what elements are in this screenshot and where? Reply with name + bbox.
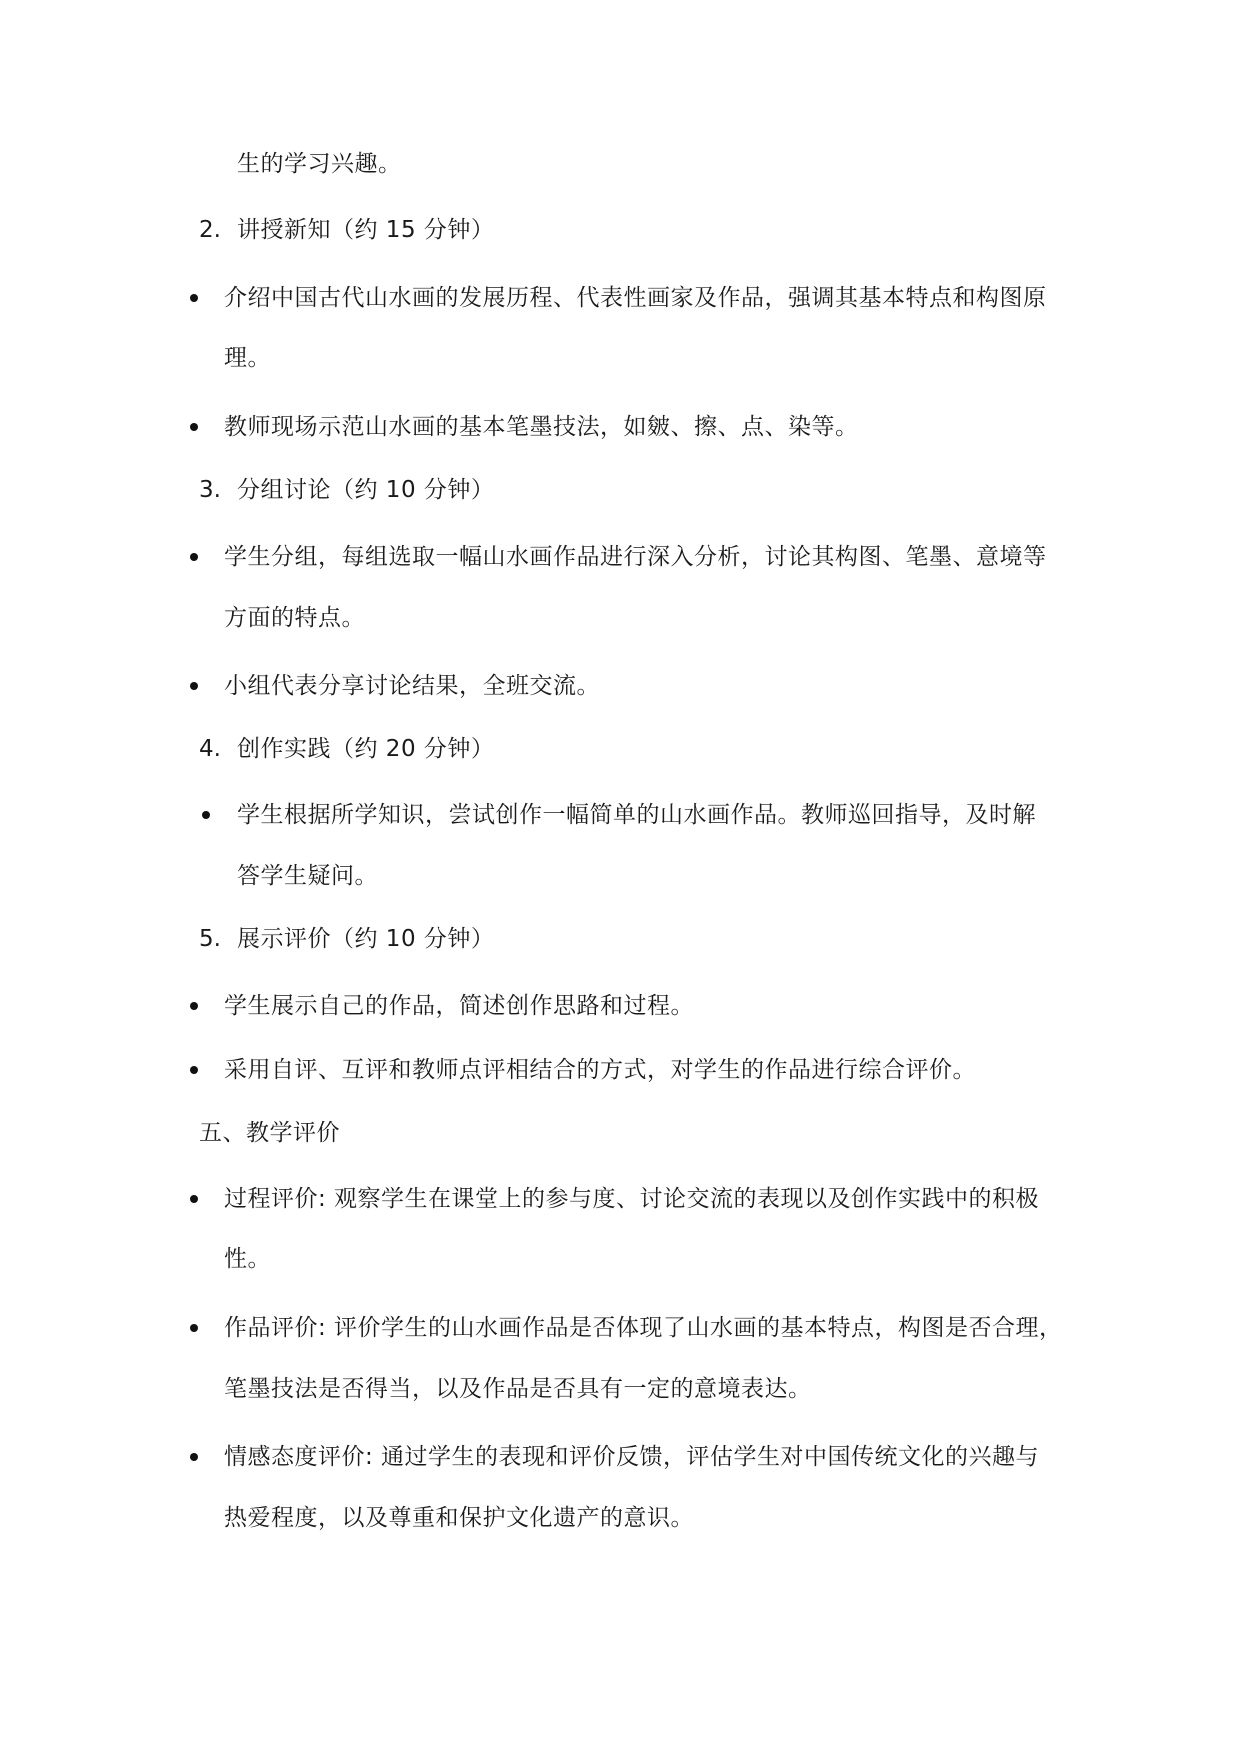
continuation-text: 生的学习兴趣。 xyxy=(237,151,402,177)
bullet-text: 教师现场示范山水画的基本笔墨技法，如皴、擦、点、染等。 xyxy=(224,414,859,440)
step-number: 3. xyxy=(199,477,221,503)
step-number: 2. xyxy=(199,217,221,243)
bullet-text: 学生展示自己的作品，简述创作思路和过程。 xyxy=(224,993,694,1019)
bullet-text: 作品评价: 评价学生的山水画作品是否体现了山水画的基本特点，构图是否合理， xyxy=(224,1315,1063,1341)
bullet-icon xyxy=(190,682,198,690)
bullet-text: 小组代表分享讨论结果，全班交流。 xyxy=(224,673,600,699)
bullet-text-continuation: 性。 xyxy=(224,1246,271,1272)
bullet-icon xyxy=(190,1002,198,1010)
bullet-text: 介绍中国古代山水画的发展历程、代表性画家及作品，强调其基本特点和构图原 xyxy=(224,285,1047,311)
step-number: 4. xyxy=(199,736,221,762)
bullet-icon xyxy=(202,811,210,819)
bullet-icon xyxy=(190,1066,198,1074)
bullet-text: 学生根据所学知识，尝试创作一幅简单的山水画作品。教师巡回指导，及时解 xyxy=(237,802,1036,828)
step-heading: 讲授新知（约 15 分钟） xyxy=(237,217,495,243)
bullet-text: 学生分组，每组选取一幅山水画作品进行深入分析，讨论其构图、笔墨、意境等 xyxy=(224,544,1047,570)
bullet-text: 过程评价: 观察学生在课堂上的参与度、讨论交流的表现以及创作实践中的积极 xyxy=(224,1186,1040,1212)
bullet-icon xyxy=(190,1453,198,1461)
bullet-text-continuation: 理。 xyxy=(224,345,271,371)
bullet-text-continuation: 答学生疑问。 xyxy=(237,863,378,889)
step-heading: 展示评价（约 10 分钟） xyxy=(237,926,495,952)
bullet-text-continuation: 热爱程度，以及尊重和保护文化遗产的意识。 xyxy=(224,1505,694,1531)
step-number: 5. xyxy=(199,926,221,952)
bullet-text-continuation: 笔墨技法是否得当，以及作品是否具有一定的意境表达。 xyxy=(224,1376,812,1402)
bullet-icon xyxy=(190,294,198,302)
section-heading: 五、教学评价 xyxy=(199,1120,340,1146)
bullet-icon xyxy=(190,553,198,561)
bullet-text-continuation: 方面的特点。 xyxy=(224,605,365,631)
step-heading: 分组讨论（约 10 分钟） xyxy=(237,477,495,503)
bullet-icon xyxy=(190,1324,198,1332)
bullet-icon xyxy=(190,1195,198,1203)
step-heading: 创作实践（约 20 分钟） xyxy=(237,736,495,762)
bullet-text: 情感态度评价: 通过学生的表现和评价反馈，评估学生对中国传统文化的兴趣与 xyxy=(224,1444,1040,1470)
bullet-text: 采用自评、互评和教师点评相结合的方式，对学生的作品进行综合评价。 xyxy=(224,1057,976,1083)
bullet-icon xyxy=(190,423,198,431)
